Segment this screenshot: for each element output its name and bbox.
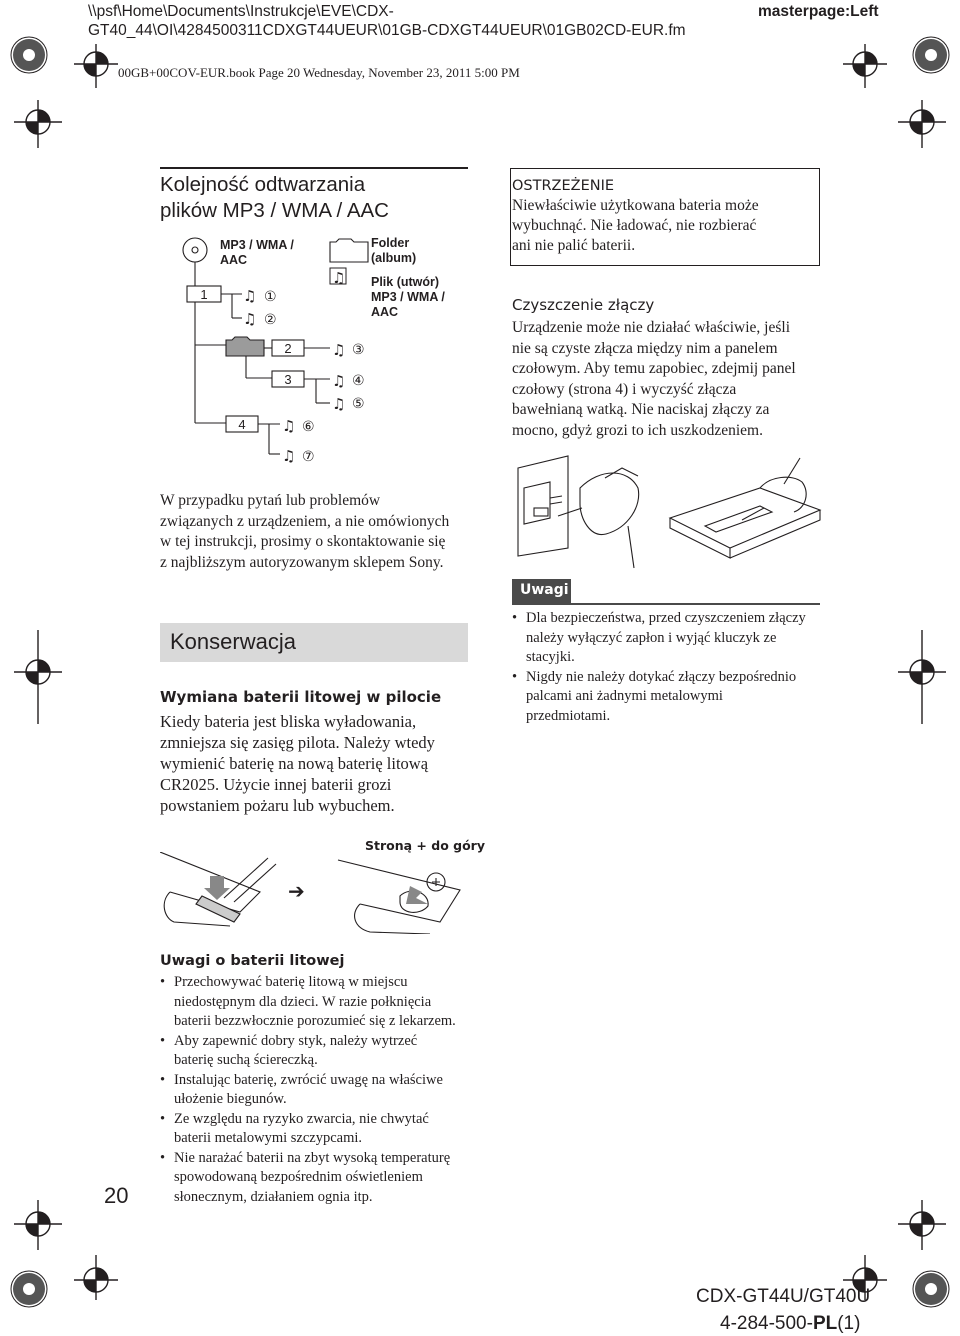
cleaning-line: nie są czyste złącza między nim a panelem xyxy=(512,339,778,357)
track-number: ① xyxy=(264,289,277,305)
cleaning-line: czołowy (strona 4) i wyczyść złącza xyxy=(512,380,737,398)
legend-track-line1: Plik (utwór) xyxy=(371,275,440,289)
note-line: palcami ani żadnymi metalowymi xyxy=(526,688,723,704)
music-note-icon: ♫ xyxy=(282,447,296,465)
legend-folder-line2: (album) xyxy=(371,251,417,265)
track-number: ② xyxy=(264,312,277,328)
note-line: niedostępnym dla dzieci. W razie połknięcia xyxy=(174,993,432,1010)
legend-folder-line1: Folder xyxy=(371,236,410,250)
list-item xyxy=(512,668,822,727)
battery-line: wymienić baterię na nową baterię litową xyxy=(160,754,429,773)
list-item xyxy=(160,1110,480,1149)
note-line: przedmiotami. xyxy=(526,707,611,724)
masterpage-label: masterpage:Left xyxy=(758,3,879,20)
folder-label: 3 xyxy=(284,372,292,387)
notes-title: Uwagi xyxy=(520,582,569,598)
folder-label: 4 xyxy=(238,417,246,432)
list-item xyxy=(160,1149,480,1208)
battery-line: Kiedy bateria jest bliska wyładowania, xyxy=(160,712,417,731)
playback-title-line1: Kolejność odtwarzania xyxy=(160,173,366,196)
playback-title xyxy=(160,172,389,224)
track-number: ④ xyxy=(352,373,365,389)
code-prefix: 4-284-500- xyxy=(720,1313,813,1334)
contact-line: z najbliższym autoryzowanym sklepem Sony. xyxy=(160,553,444,571)
cleaning-title: Czyszczenie złączy xyxy=(512,296,655,314)
note-line: • Nie narażać baterii na zbyt wysoką temperaturę xyxy=(174,1149,451,1166)
battery-notes-list xyxy=(160,973,480,1207)
music-note-icon: ♫ xyxy=(243,310,257,328)
note-line: • Instalując baterię, zwrócić uwagę na właściwe xyxy=(174,1071,443,1088)
file-path-line2: GT40_44\OI\4284500311CDXGT44UEUR\01GB-CDXGT44UEUR\01GB02CD-EUR.fm xyxy=(88,22,686,39)
legend-track-label xyxy=(371,275,445,320)
note-line: • Dla bezpieczeństwa, przed czyszczeniem złączy xyxy=(526,610,806,626)
side-up-label: Stroną + do góry xyxy=(365,838,485,853)
battery-line: powstaniem pożaru lub wybuchem. xyxy=(160,796,395,815)
note-line: • Przechowywać baterię litową w miejscu xyxy=(174,974,408,990)
document-code xyxy=(720,1313,860,1335)
playback-title-line2: plików MP3 / WMA / AAC xyxy=(160,199,389,222)
legend-folder-label xyxy=(371,236,416,266)
warning-line: Niewłaściwie użytkowana bateria może xyxy=(512,197,759,214)
cleaning-line: bawełnianą watką. Nie naciskaj złączy za xyxy=(512,401,770,418)
cleaning-line: mocno, gdyż grozi to ich uszkodzeniem. xyxy=(512,421,763,439)
warning-line: ani nie palić baterii. xyxy=(512,237,636,254)
battery-line: zmniejsza się zasięg pilota. Należy wtedy xyxy=(160,733,435,752)
cleaning-illustration xyxy=(510,448,830,578)
track-number: ⑦ xyxy=(302,449,315,465)
book-info-line: 00GB+00COV-EUR.book Page 20 Wednesday, November 23, 2011 5:00 PM xyxy=(118,65,520,80)
note-line: należy wyłączyć zapłon i wyjąć kluczyk ze xyxy=(526,629,777,646)
contact-text xyxy=(160,491,449,573)
cleaning-line: czołowym. Aby temu zapobiec, zdejmij panel xyxy=(512,360,796,377)
page-number: 20 xyxy=(104,1183,129,1208)
music-note-icon: ♫ xyxy=(332,372,346,390)
list-item xyxy=(160,1071,480,1110)
notes-rule xyxy=(512,603,820,605)
note-line: baterię suchą ściereczką. xyxy=(174,1052,318,1068)
legend-file-label xyxy=(220,238,294,268)
warning-line: wybuchnąć. Nie ładować, nie rozbierać xyxy=(512,217,757,234)
music-note-icon: ♫ xyxy=(243,287,257,305)
cleaning-text xyxy=(512,318,796,441)
section-rule xyxy=(160,167,468,169)
track-number: ③ xyxy=(352,342,365,358)
battery-illustration xyxy=(160,852,480,934)
folder-label: 1 xyxy=(200,287,208,302)
contact-line: w tej instrukcji, prosimy o skontaktowanie się xyxy=(160,533,446,550)
section-title: Konserwacja xyxy=(170,629,296,654)
music-note-icon: ♫ xyxy=(332,395,346,413)
arrow-right-icon: ➔ xyxy=(288,879,305,903)
list-item xyxy=(160,1032,480,1071)
folder-label: 2 xyxy=(284,341,292,356)
note-line: stacyjki. xyxy=(526,649,575,665)
warning-title: OSTRZEŻENIE xyxy=(512,178,615,194)
note-line: baterii bezzwłocznie porozumieć się z lekarzem. xyxy=(174,1013,456,1029)
code-language: PL xyxy=(812,1313,838,1334)
battery-line: CR2025. Użycie innej baterii grozi xyxy=(160,775,392,794)
note-line: ułożenie biegunów. xyxy=(174,1091,287,1107)
battery-notes-title: Uwagi o baterii litowej xyxy=(160,953,345,969)
note-line: • Aby zapewnić dobry styk, należy wytrzeć xyxy=(174,1032,418,1049)
contact-line: związanych z urządzeniem, a nie omówionych xyxy=(160,512,450,530)
note-line: słonecznym, działaniem ognia itp. xyxy=(174,1188,373,1205)
music-note-icon: ♫ xyxy=(332,341,346,359)
code-suffix: (1) xyxy=(837,1313,861,1334)
legend-track-line2: MP3 / WMA / xyxy=(371,290,445,304)
notes-list xyxy=(512,609,822,726)
note-line: spowodowaną bezpośrednim oświetleniem xyxy=(174,1169,423,1185)
list-item xyxy=(160,973,480,1032)
file-path-line1: \\psf\Home\Documents\Instrukcje\EVE\CDX- xyxy=(88,3,394,20)
list-item xyxy=(512,609,822,668)
music-note-icon: ♫ xyxy=(332,269,346,287)
warning-text xyxy=(512,176,759,256)
model-number: CDX-GT44U/GT40U xyxy=(696,1286,871,1307)
legend-file-line2: AAC xyxy=(220,253,248,267)
track-number: ⑥ xyxy=(302,419,315,435)
note-line: • Nigdy nie należy dotykać złączy bezpośrednio xyxy=(526,668,797,685)
music-note-icon: ♫ xyxy=(282,417,296,435)
legend-track-line3: AAC xyxy=(371,305,399,319)
battery-title: Wymiana baterii litowej w pilocie xyxy=(160,688,442,706)
note-line: • Ze względu na ryzyko zwarcia, nie chwytać xyxy=(174,1110,429,1127)
contact-line: W przypadku pytań lub problemów xyxy=(160,492,381,509)
track-number: ⑤ xyxy=(352,396,365,412)
legend-file-line1: MP3 / WMA / xyxy=(220,238,294,252)
battery-text xyxy=(160,711,435,816)
cleaning-line: Urządzenie może nie działać właściwie, jeśli xyxy=(512,319,791,336)
note-line: baterii metalowymi szczypcami. xyxy=(174,1130,363,1146)
